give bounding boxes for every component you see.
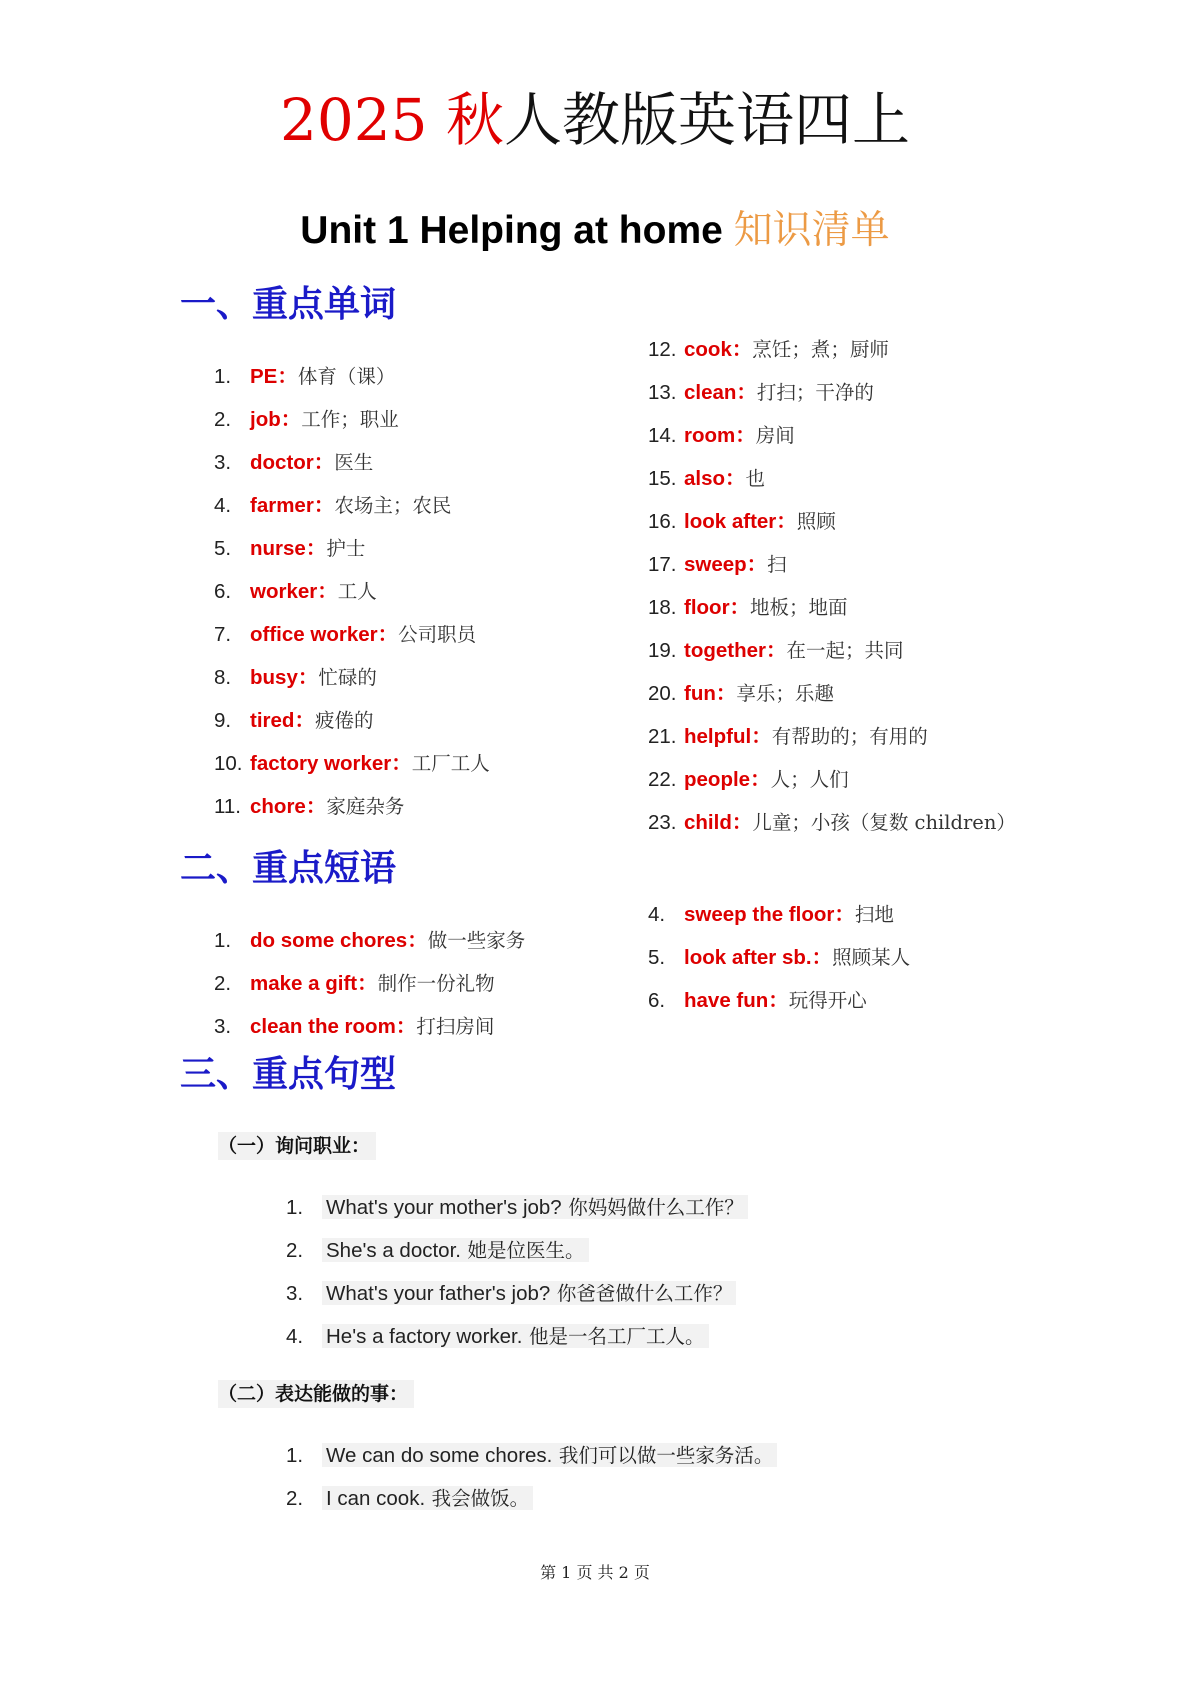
english-term: sweep the floor — [684, 903, 835, 926]
term-colon: ： — [735, 423, 756, 447]
unit-title: Unit 1 Helping at home — [300, 209, 734, 252]
sentence-text — [322, 1486, 533, 1510]
list-item — [214, 405, 399, 434]
term-colon: ： — [715, 681, 737, 705]
list-item — [214, 620, 476, 649]
item-number: 17. — [648, 553, 677, 576]
term-colon: ： — [750, 767, 771, 791]
item-number: 9. — [214, 709, 232, 732]
term-colon: ： — [725, 466, 746, 490]
term-colon: ： — [751, 724, 772, 748]
english-sentence: What's your father's job? — [326, 1282, 551, 1305]
english-term: sweep — [684, 553, 747, 576]
english-term: room — [684, 424, 736, 447]
term-colon: ： — [768, 988, 789, 1012]
term-colon: ： — [736, 380, 757, 404]
chinese-definition: 公司职员 — [398, 623, 477, 646]
item-number: 20. — [648, 682, 677, 705]
chinese-definition: 地板；地面 — [750, 596, 848, 619]
english-sentence: I can cook. — [326, 1487, 426, 1510]
chinese-definition: 打扫房间 — [416, 1015, 495, 1038]
term-colon: ： — [297, 665, 319, 689]
chinese-definition: 工作；职业 — [301, 408, 399, 431]
item-number: 14. — [648, 424, 677, 447]
list-item — [214, 1012, 494, 1041]
list-item — [214, 448, 373, 477]
sentence-row — [286, 1321, 709, 1352]
english-sentence: She's a doctor. — [326, 1239, 461, 1262]
term-colon: ： — [776, 509, 797, 533]
list-item — [648, 464, 765, 493]
page-footer: 第 1 页 共 2 页 — [540, 1563, 650, 1582]
item-number: 2. — [214, 972, 232, 995]
chinese-translation: 你爸爸做什么工作？ — [556, 1282, 733, 1305]
list-item — [648, 593, 848, 622]
english-term: make a gift — [250, 972, 358, 995]
chinese-definition: 农场主；农民 — [334, 494, 452, 517]
list-item — [648, 550, 787, 579]
item-number: 4. — [648, 903, 666, 926]
chinese-definition: 医生 — [334, 451, 374, 474]
list-item — [214, 663, 377, 692]
english-term: cook — [684, 338, 732, 361]
list-item — [648, 421, 795, 450]
item-number: 4. — [214, 494, 232, 517]
term-colon: ： — [305, 536, 327, 560]
chinese-definition: 房间 — [755, 424, 795, 447]
section-key-sentences: 三、重点句型 — [180, 1053, 397, 1095]
list-item — [648, 900, 894, 929]
sentence-number: 4. — [286, 1325, 304, 1348]
item-number: 19. — [648, 639, 677, 662]
chinese-definition: 扫 — [767, 553, 787, 576]
chinese-definition: 有帮助的；有用的 — [771, 725, 928, 748]
section-key-phrases: 二、重点短语 — [180, 847, 397, 889]
chinese-definition: 体育（课） — [297, 365, 396, 388]
english-term: do some chores — [250, 929, 408, 952]
item-number: 1. — [214, 365, 232, 388]
english-term: helpful — [684, 725, 752, 748]
item-number: 18. — [648, 596, 677, 619]
english-term: together — [684, 639, 766, 662]
chinese-definition: 护士 — [326, 537, 366, 560]
sentence-row — [286, 1483, 533, 1514]
title-year: 2025 秋 — [279, 86, 505, 154]
section-key-words: 一、重点单词 — [180, 283, 397, 325]
list-item — [648, 335, 889, 364]
term-colon: ： — [313, 450, 335, 474]
chinese-definition: 玩得开心 — [788, 989, 867, 1012]
item-number: 15. — [648, 467, 677, 490]
english-term: look after sb. — [684, 946, 812, 969]
english-term: floor — [684, 596, 730, 619]
term-colon: ： — [834, 902, 855, 926]
list-item — [214, 749, 490, 778]
english-term: look after — [684, 510, 777, 533]
english-sentence: We can do some chores. — [326, 1444, 553, 1467]
english-term: busy — [250, 666, 298, 689]
item-number: 23. — [648, 811, 677, 834]
chinese-definition: 也 — [745, 467, 766, 490]
english-term: farmer — [250, 494, 314, 517]
sentence-text — [322, 1324, 709, 1348]
item-number: 13. — [648, 381, 677, 404]
item-number: 10. — [214, 752, 243, 775]
chinese-translation: 你妈妈做什么工作？ — [568, 1196, 744, 1219]
list-item — [214, 534, 365, 563]
chinese-definition: 工人 — [337, 580, 377, 603]
list-item — [214, 969, 495, 998]
sentence-text — [322, 1238, 589, 1262]
term-colon: ： — [313, 493, 335, 517]
item-number: 8. — [214, 666, 232, 689]
term-colon: ： — [746, 552, 768, 576]
english-term: have fun — [684, 989, 769, 1012]
list-item — [214, 362, 395, 391]
term-colon: ： — [317, 579, 338, 603]
chinese-translation: 我会做饭。 — [431, 1487, 530, 1510]
sentence-row — [286, 1440, 777, 1471]
title-text: 人教版英语四上 — [504, 86, 911, 154]
term-colon: ： — [407, 928, 428, 952]
chinese-definition: 人；人们 — [770, 768, 849, 791]
list-item — [214, 577, 377, 606]
item-number: 1. — [214, 929, 232, 952]
chinese-definition: 制作一份礼物 — [377, 972, 495, 995]
term-colon: ： — [731, 810, 753, 834]
list-item — [648, 636, 904, 665]
english-term: people — [684, 768, 751, 791]
term-colon: ： — [377, 622, 399, 646]
item-number: 7. — [214, 623, 232, 646]
sentence-number: 2. — [286, 1487, 304, 1510]
sentence-number: 1. — [286, 1444, 304, 1467]
subsection-express-ability: （二）表达能做的事： — [218, 1380, 414, 1408]
chinese-definition: 家庭杂务 — [326, 795, 405, 818]
term-colon: ： — [766, 638, 787, 662]
item-number: 21. — [648, 725, 677, 748]
english-term: fun — [684, 682, 716, 705]
list-item — [214, 706, 373, 735]
list-item — [648, 378, 874, 407]
item-number: 12. — [648, 338, 677, 361]
chinese-definition: 扫地 — [854, 903, 894, 926]
item-number: 11. — [214, 795, 241, 818]
sentence-row — [286, 1235, 589, 1266]
english-term: chore — [250, 795, 306, 818]
term-colon: ： — [391, 751, 412, 775]
sentence-text — [322, 1281, 736, 1305]
list-item — [648, 808, 1016, 837]
sentence-row — [286, 1278, 736, 1309]
english-term: clean — [684, 381, 737, 404]
list-item — [648, 765, 849, 794]
chinese-definition: 打扫；干净的 — [756, 381, 874, 404]
term-colon: ： — [811, 945, 833, 969]
english-term: office worker — [250, 623, 378, 646]
list-item — [214, 792, 404, 821]
sentence-text — [322, 1443, 777, 1467]
list-item — [214, 926, 525, 955]
english-term: also — [684, 467, 726, 490]
page-title — [0, 84, 1190, 156]
english-term: factory worker — [250, 752, 392, 775]
term-colon: ： — [731, 337, 753, 361]
sentence-number: 3. — [286, 1282, 304, 1305]
english-term: doctor — [250, 451, 314, 474]
english-term: PE — [250, 365, 278, 388]
chinese-definition: 享乐；乐趣 — [736, 682, 834, 705]
term-colon: ： — [357, 971, 378, 995]
chinese-definition: 烹饪；煮；厨师 — [752, 338, 889, 361]
chinese-translation: 她是位医生。 — [467, 1239, 585, 1262]
term-colon: ： — [395, 1014, 417, 1038]
english-term: worker — [250, 580, 318, 603]
item-number: 3. — [214, 1015, 232, 1038]
unit-subtitle — [0, 206, 1190, 256]
sentence-number: 1. — [286, 1196, 304, 1219]
item-number: 16. — [648, 510, 677, 533]
list-item — [648, 943, 910, 972]
sentence-text — [322, 1195, 748, 1219]
item-number: 5. — [648, 946, 666, 969]
term-colon: ： — [280, 407, 302, 431]
chinese-definition: 在一起；共同 — [786, 639, 904, 662]
chinese-definition: 照顾某人 — [832, 946, 911, 969]
chinese-definition: 忙碌的 — [318, 666, 377, 689]
english-term: job — [250, 408, 281, 431]
list-item — [648, 679, 834, 708]
term-colon: ： — [277, 364, 298, 388]
chinese-definition: 疲倦的 — [314, 709, 374, 732]
term-colon: ： — [305, 794, 327, 818]
chinese-definition: 工厂工人 — [411, 752, 490, 775]
english-sentence: What's your mother's job? — [326, 1196, 562, 1219]
english-term: child — [684, 811, 732, 834]
list-item — [648, 986, 867, 1015]
sentence-number: 2. — [286, 1239, 304, 1262]
chinese-definition: 儿童；小孩（复数 children） — [752, 811, 1016, 834]
subsection-ask-job: （一）询问职业： — [218, 1132, 376, 1160]
english-term: tired — [250, 709, 295, 732]
chinese-definition: 照顾 — [796, 510, 836, 533]
item-number: 22. — [648, 768, 677, 791]
item-number: 6. — [648, 989, 666, 1012]
item-number: 5. — [214, 537, 232, 560]
item-number: 2. — [214, 408, 232, 431]
english-sentence: He's a factory worker. — [326, 1325, 523, 1348]
english-term: nurse — [250, 537, 306, 560]
term-colon: ： — [729, 595, 751, 619]
sentence-row — [286, 1192, 748, 1223]
knowledge-list-label: 知识清单 — [733, 208, 890, 253]
list-item — [214, 491, 451, 520]
chinese-translation: 他是一名工厂工人。 — [528, 1325, 705, 1348]
english-term: clean the room — [250, 1015, 396, 1038]
chinese-definition: 做一些家务 — [427, 929, 526, 952]
list-item — [648, 722, 928, 751]
list-item — [648, 507, 836, 536]
item-number: 3. — [214, 451, 232, 474]
item-number: 6. — [214, 580, 232, 603]
term-colon: ： — [294, 708, 315, 732]
chinese-translation: 我们可以做一些家务活。 — [558, 1444, 774, 1467]
